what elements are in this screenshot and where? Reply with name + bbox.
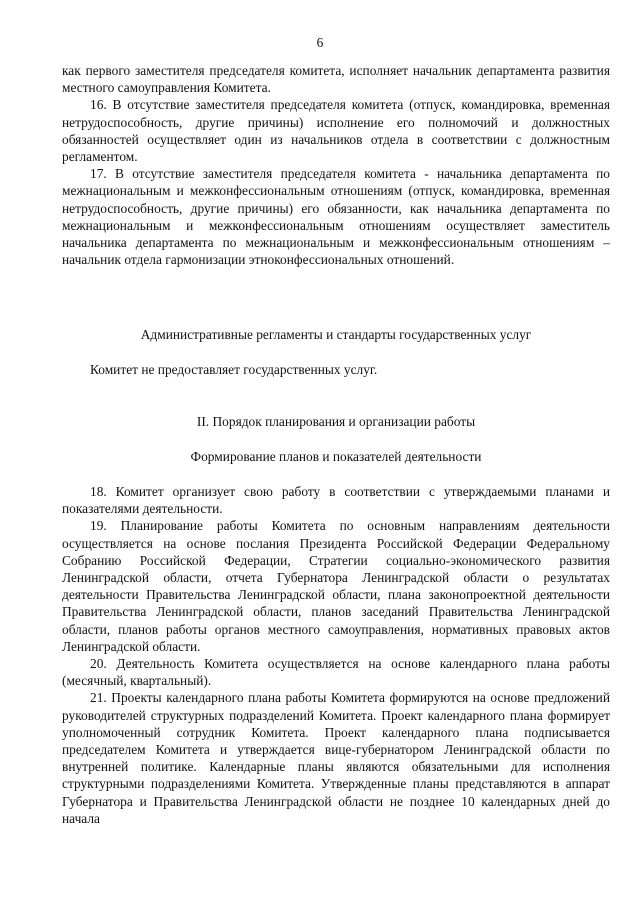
paragraph-no-services-block [62,361,610,378]
paragraph-17: 17. В отсутствие заместителя председателя комитета - начальника департамента по межнациональным и межконфессиональным отношениям (отпуск, командировка, временная нетрудоспособность, другие причины) его обязанности, как начальника департамента по межнациональным и межконфессиональным отношениям осуществляет заместитель начальника департамента по межнациональным и межконфессиональным отношениям – начальник отдела гармонизации этноконфессиональных отношений. [62,166,610,268]
paragraph-18: 18. Комитет организует свою работу в соответствии с утверждаемыми планами и показателями деятельности. [62,484,610,517]
paragraph-no-services: Комитет не предоставляет государственных услуг. [90,362,378,377]
paragraph-block-1 [62,62,610,268]
paragraph-15-continuation: как первого заместителя председателя комитета, исполняет начальник департамента развития местного самоуправления Комитета. [62,63,610,96]
paragraph-21: 21. Проекты календарного плана работы Комитета формируются на основе предложений руководителей структурных подразделений Комитета. Проект календарного плана формирует уполномоченный сотрудник Комитета. Проект календарного плана подписывается председателем Комитета и утверждается вице-губернатором Ленинградской области по внутренней политике. Календарные планы являются обязательными для исполнения структурными подразделениями Комитета. Утвержденные планы представляются в аппарат Губернатора и Правительства Ленинградской области не позднее 10 календарных дней до начала [62,690,610,826]
heading-plans: Формирование планов и показателей деятельности [190,449,482,464]
page-number: 6 [316,35,324,50]
paragraph-block-2 [62,483,610,827]
paragraph-20: 20. Деятельность Комитета осуществляется на основе календарного плана работы (месячный, квартальный). [62,656,610,689]
paragraph-19: 19. Планирование работы Комитета по основным направлениям деятельности осуществляется на основе послания Президента Российской Федерации Федеральному Собранию Российской Федерации, Стратегии социально-экономического развития Ленинградской области, отчета Губернатора Ленинградской области о результатах деятельности Правительства Ленинградской области, плана законопроектной деятельности Правительства Ленинградской области, планов заседаний Правительства Ленинградской области, планов работы органов местного самоуправления, нормативных правовых актов Ленинградской области. [62,518,610,654]
heading-regulations: Административные регламенты и стандарты государственных услуг [140,327,532,342]
paragraph-16: 16. В отсутствие заместителя председателя комитета (отпуск, командировка, временная нетрудоспособность, другие причины) исполнение его полномочий и должностных обязанностей осуществляет один из начальников отдела в соответствии с должностным регламентом. [62,97,610,165]
heading-section-2: II. Порядок планирования и организации работы [196,414,476,429]
